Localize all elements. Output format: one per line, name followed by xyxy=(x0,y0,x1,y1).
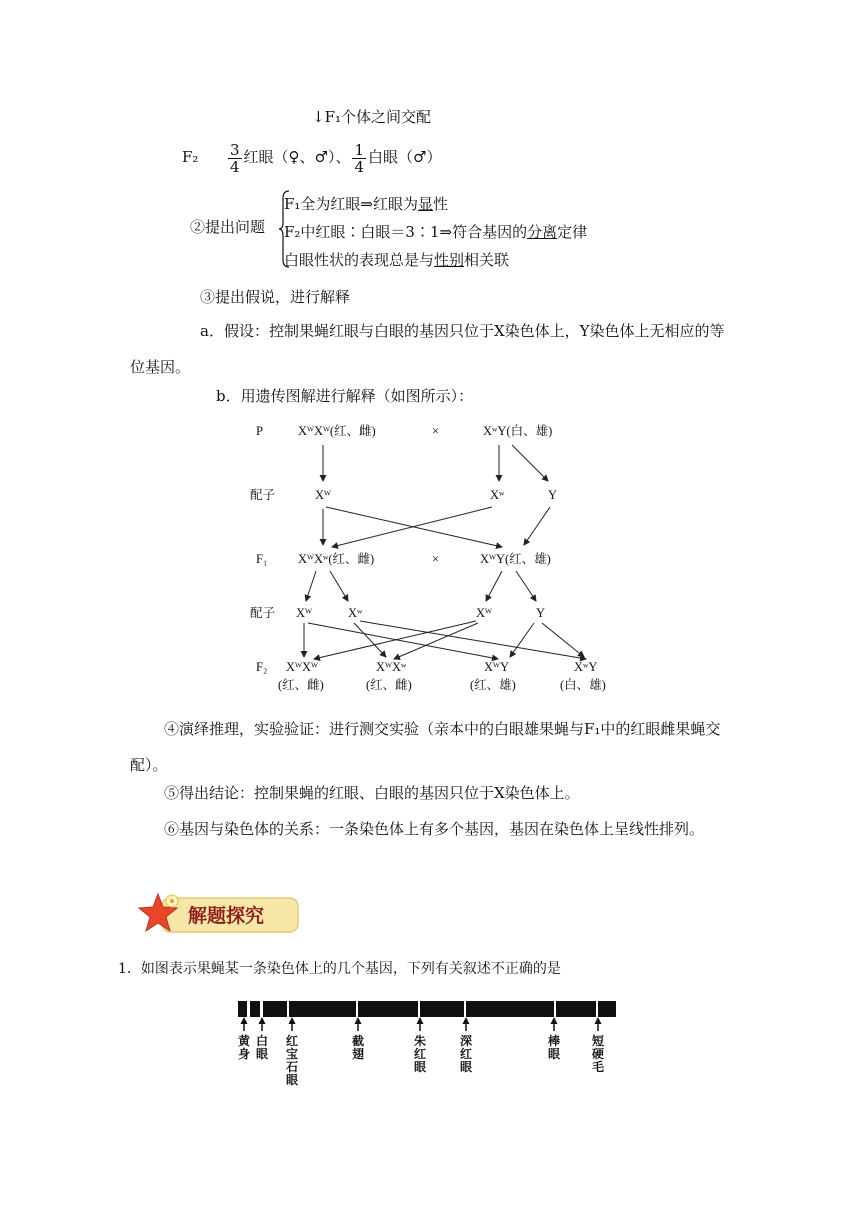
arrow xyxy=(332,507,492,547)
row-label-f1: F₁ xyxy=(256,552,268,566)
underlined-term: 性别 xyxy=(434,251,465,269)
arrow xyxy=(486,571,502,601)
p-gamete-xw-recessive: Xʷ xyxy=(490,488,505,502)
band-separator xyxy=(247,1001,250,1017)
p-gamete-xw-dominant: Xᵂ xyxy=(315,488,331,502)
hypothesis-paragraph: a．假设：控制果蝇红眼与白眼的基因只位于X染色体上，Y染色体上无相应的等位基因。 xyxy=(130,322,725,376)
question-step-label: ②提出问题 xyxy=(190,218,266,236)
band-separator xyxy=(464,1001,466,1017)
f2-white-eye-text: 白眼（♂） xyxy=(368,148,442,166)
band-separator xyxy=(356,1001,358,1017)
f1-gamete-xw-dominant: Xᵂ xyxy=(296,606,312,620)
arrow xyxy=(306,571,316,601)
section-badge xyxy=(132,890,302,938)
row-label-p: P xyxy=(256,424,263,438)
band-separator xyxy=(418,1001,420,1017)
fraction-denominator: 4 xyxy=(354,157,364,176)
step3-heading: ③提出假说，进行解释 xyxy=(200,288,351,306)
f2-genotype: XᵂXʷ xyxy=(376,660,407,674)
step5-paragraph: ⑤得出结论：控制果蝇的红眼、白眼的基因只位于X染色体上。 xyxy=(164,784,580,802)
gene-marker-arrowhead xyxy=(551,1017,558,1024)
fraction-numerator: 3 xyxy=(229,140,240,159)
fraction-numerator: 1 xyxy=(354,140,364,159)
f2-genotype: XᵂXᵂ xyxy=(286,660,318,674)
step6-paragraph: ⑥基因与染色体的关系：一条染色体上有多个基因，基因在染色体上呈线性排列。 xyxy=(164,820,705,838)
f1-female-genotype: XᵂXʷ(红、雌) xyxy=(298,552,375,566)
f2-label: F₂ xyxy=(182,148,199,166)
underlined-term: 显 xyxy=(418,195,434,213)
gene-marker-arrowhead xyxy=(595,1017,602,1024)
question-line-2: F₂中红眼∶白眼＝3∶1⇒符合基因的分离定律 xyxy=(284,223,588,241)
f2-phenotype: (红、雄) xyxy=(470,678,516,692)
arrow xyxy=(354,623,386,657)
chromosome-gene-map xyxy=(232,995,622,1095)
arrow xyxy=(510,623,534,657)
f2-genotype: XʷY xyxy=(574,660,598,674)
f2-phenotype: (红、雌) xyxy=(278,678,324,692)
f1-cross-line: ↓F₁个体之间交配 xyxy=(312,108,431,126)
gene-marker-arrowhead xyxy=(355,1017,362,1024)
gene-label: 红宝石眼 xyxy=(285,1034,299,1087)
gene-label: 棒眼 xyxy=(547,1034,561,1061)
chromosome-bar xyxy=(238,1001,616,1017)
underlined-term: 分离 xyxy=(527,223,558,241)
f2-red-eye-text: 红眼（♀、♂）、 xyxy=(243,148,351,166)
row-label-gamete: 配子 xyxy=(250,606,276,620)
gene-marker-arrowhead xyxy=(259,1017,266,1024)
f1-gamete-xw-dominant-male: Xᵂ xyxy=(476,606,492,620)
p-female-genotype: XᵂXᵂ(红、雌) xyxy=(298,424,376,438)
row-label-gamete: 配子 xyxy=(250,488,276,502)
gene-label: 朱红眼 xyxy=(413,1034,427,1074)
gene-label: 截翅 xyxy=(351,1034,365,1061)
arrow xyxy=(330,571,348,601)
band-separator xyxy=(596,1001,598,1017)
flower-center-icon xyxy=(170,899,174,903)
f1-male-genotype: XᵂY(红、雄) xyxy=(480,552,551,566)
f1-gamete-xw-recessive: Xʷ xyxy=(348,606,363,620)
gene-marker-arrowhead xyxy=(463,1017,470,1024)
badge-title: 解题探究 xyxy=(188,905,265,927)
fraction-denominator: 4 xyxy=(229,157,240,176)
arrow xyxy=(512,445,548,481)
gene-label: 黄身 xyxy=(237,1034,251,1061)
f2-phenotype: (红、雌) xyxy=(366,678,412,692)
f2-genotype: XᵂY xyxy=(484,660,509,674)
arrow xyxy=(524,507,550,545)
step4-paragraph: ④演绎推理，实验验证：进行测交实验（亲本中的白眼雄果蝇与F₁中的红眼雌果蝇交配）。 xyxy=(130,720,721,774)
gene-label: 白眼 xyxy=(255,1034,269,1061)
gene-label: 短硬毛 xyxy=(591,1034,605,1074)
inheritance-diagram xyxy=(240,415,630,705)
arrow xyxy=(516,571,536,601)
p-male-genotype: XʷY(白、雄) xyxy=(483,424,553,438)
gene-label: 深红眼 xyxy=(459,1034,473,1074)
band-separator xyxy=(287,1001,289,1017)
gene-marker-arrowhead xyxy=(417,1017,424,1024)
question-line-1: F₁全为红眼⇒红眼为显性 xyxy=(284,195,449,213)
f2-phenotype: (白、雄) xyxy=(560,678,606,692)
fraction-three-quarters xyxy=(228,142,242,175)
p-gamete-y: Y xyxy=(548,488,558,502)
band-separator xyxy=(260,1001,263,1017)
f1-gamete-y: Y xyxy=(536,606,546,620)
row-label-f2: F₂ xyxy=(256,660,268,674)
arrow xyxy=(542,623,584,657)
fraction-one-quarter xyxy=(352,142,366,175)
f2-result-line xyxy=(182,135,441,179)
band-separator xyxy=(554,1001,556,1017)
question-line-3: 白眼性状的表现总是与性别相关联 xyxy=(284,251,510,269)
explanation-line: b．用遗传图解进行解释（如图所示）： xyxy=(216,387,474,405)
gene-marker-arrowhead xyxy=(241,1017,248,1024)
question-1: 1．如图表示果蝇某一条染色体上的几个基因，下列有关叙述不正确的是 xyxy=(118,961,561,977)
gene-marker-arrowhead xyxy=(289,1017,296,1024)
cross-symbol: × xyxy=(432,424,440,438)
cross-symbol: × xyxy=(432,552,440,566)
